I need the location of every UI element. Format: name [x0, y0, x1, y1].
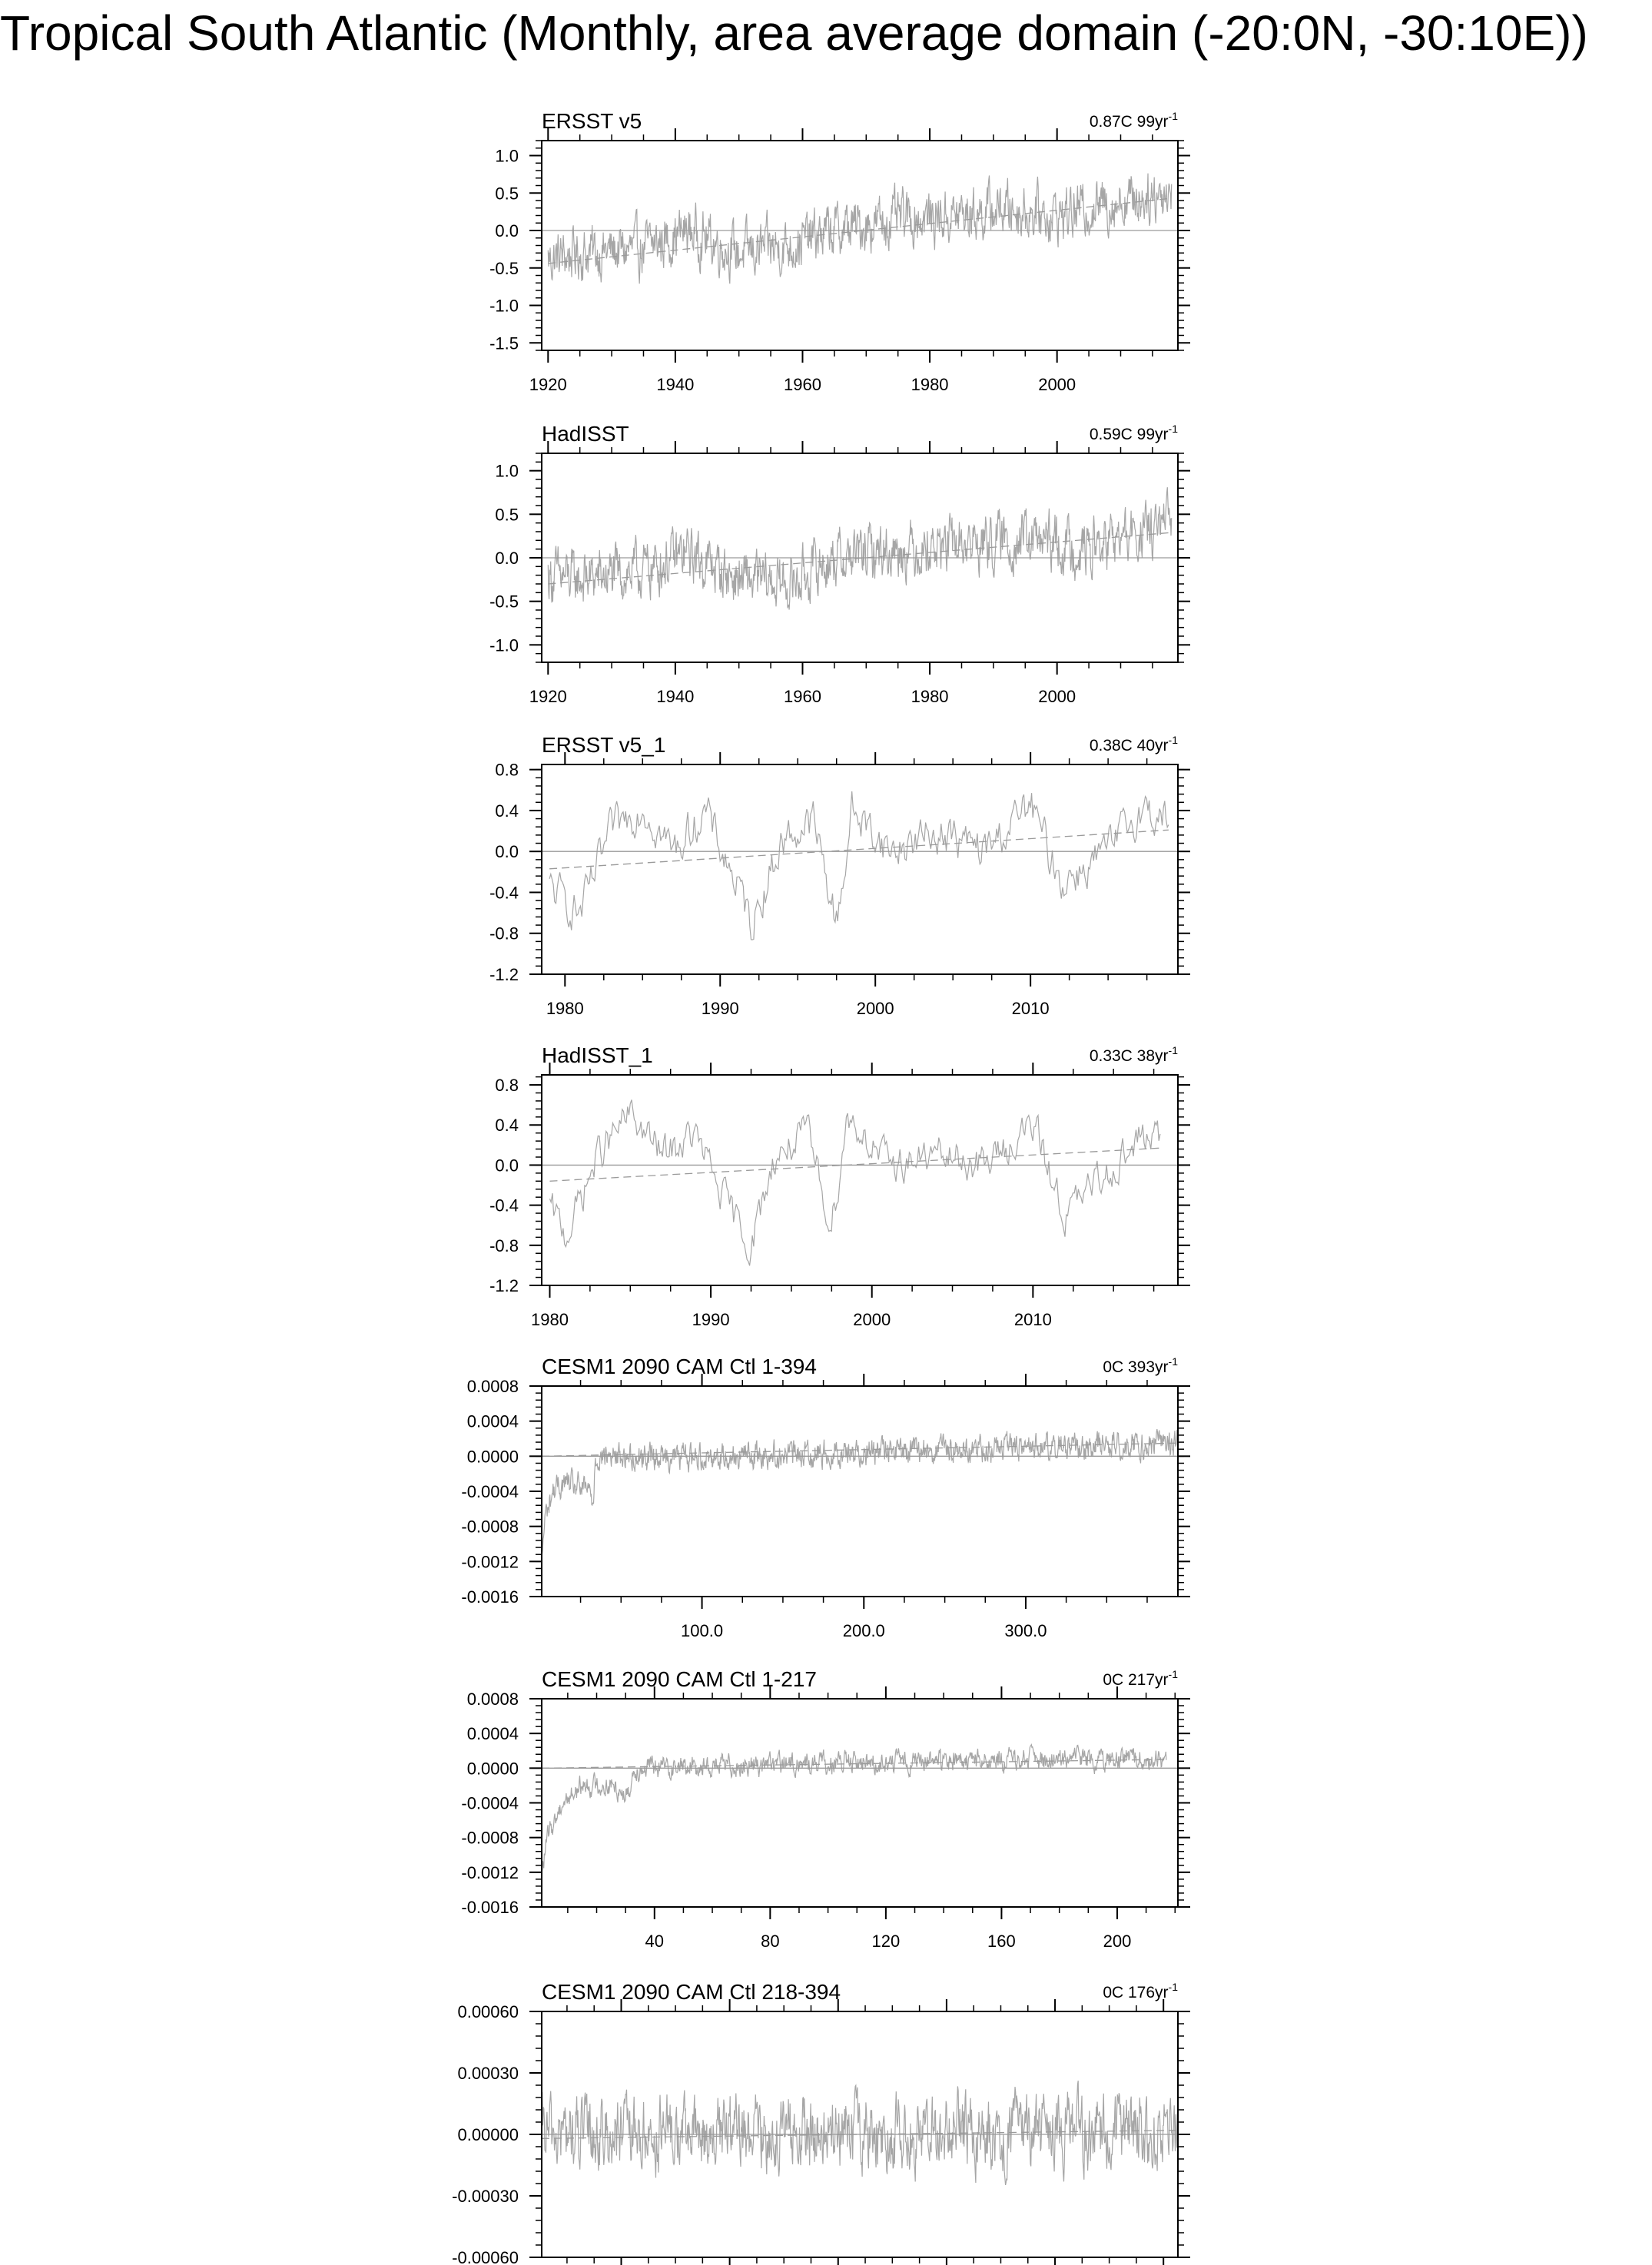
trend-label	[1090, 1044, 1178, 1065]
series-line	[549, 791, 1169, 940]
chart-panel-3	[489, 733, 1190, 1018]
x-tick-label: 160	[987, 1932, 1016, 1951]
plot-frame	[542, 1699, 1178, 1907]
y-tick-label: 0.0	[495, 842, 519, 862]
chart-title: ERSST v5	[542, 109, 642, 133]
x-tick-label: 2010	[1011, 999, 1050, 1018]
trend-superscript: -1	[1168, 1981, 1178, 1993]
trend-value: 0.87C 99yr	[1089, 113, 1169, 131]
trend-value: 0C 176yr	[1103, 1984, 1169, 2001]
y-tick-label: 0.0	[495, 1156, 519, 1176]
y-tick-label: 0.0000	[466, 1759, 519, 1779]
y-tick-label: -0.0012	[461, 1862, 519, 1882]
y-tick-label: -0.00030	[452, 2187, 519, 2206]
y-tick-label: -0.0008	[461, 1517, 519, 1537]
x-tick-label: 1940	[656, 375, 695, 394]
x-tick-label: 100.0	[681, 1621, 724, 1640]
x-tick-label: 200.0	[842, 1621, 885, 1640]
trend-superscript: -1	[1168, 1044, 1178, 1056]
y-tick-label: 0.5	[495, 184, 519, 204]
chart-panel-4	[489, 1043, 1190, 1329]
x-tick-label: 1960	[784, 687, 821, 706]
y-tick-label: -0.0004	[461, 1482, 519, 1501]
trend-superscript: -1	[1168, 734, 1178, 746]
y-tick-label: -0.8	[489, 924, 519, 943]
y-tick-label: 0.0	[495, 221, 519, 240]
trend-value: 0.33C 38yr	[1089, 1047, 1169, 1065]
trend-label	[1090, 734, 1178, 754]
x-tick-label: 2000	[856, 999, 894, 1018]
y-tick-label: 0.5	[495, 505, 519, 525]
x-tick-label: 1980	[911, 375, 949, 394]
x-tick-label: 2000	[1038, 375, 1076, 394]
trend-value: 0.59C 99yr	[1089, 426, 1169, 443]
y-tick-label: -0.8	[489, 1235, 519, 1255]
chart-title: HadISST_1	[542, 1043, 653, 1067]
chart-panel-1	[489, 109, 1190, 394]
x-tick-label: 2000	[1038, 687, 1076, 706]
chart-panel-7	[452, 1980, 1190, 2265]
y-tick-label: 0.8	[495, 760, 519, 780]
y-tick-label: -0.0004	[461, 1793, 519, 1813]
x-tick-label: 1920	[529, 687, 567, 706]
y-tick-label: 0.0	[495, 549, 519, 568]
trend-superscript: -1	[1168, 110, 1178, 122]
y-tick-label: 0.0004	[466, 1724, 519, 1744]
x-tick-label: 1980	[911, 687, 949, 706]
x-tick-label: 1990	[692, 1310, 730, 1329]
y-tick-label: -0.00060	[452, 2248, 519, 2265]
x-tick-label: 1990	[701, 999, 739, 1018]
y-tick-label: 0.00000	[457, 2125, 519, 2144]
trend-label	[1103, 1981, 1178, 2001]
x-tick-label: 40	[645, 1932, 665, 1951]
y-tick-label: 0.8	[495, 1076, 519, 1096]
chart-title: ERSST v5_1	[542, 733, 666, 757]
chart-panel-6	[461, 1667, 1190, 1951]
y-tick-label: -0.0016	[461, 1587, 519, 1607]
y-tick-label: -0.5	[489, 258, 519, 278]
trend-label	[1090, 110, 1178, 131]
series-line	[550, 1099, 1160, 1265]
y-tick-label: 0.0008	[466, 1377, 519, 1396]
trend-label	[1090, 423, 1178, 443]
y-tick-label: -1.2	[489, 1276, 519, 1295]
series-line	[542, 1429, 1178, 1554]
trend-superscript: -1	[1168, 423, 1178, 435]
x-tick-label: 1920	[529, 375, 567, 394]
x-tick-label: 200	[1103, 1932, 1132, 1951]
plot-frame	[542, 1075, 1178, 1285]
y-tick-label: 0.4	[495, 1116, 519, 1136]
y-tick-label: 1.0	[495, 461, 519, 481]
chart-title: CESM1 2090 CAM Ctl 1-394	[542, 1355, 817, 1378]
trend-line	[549, 830, 1169, 869]
y-tick-label: -0.0008	[461, 1828, 519, 1848]
trend-superscript: -1	[1168, 1355, 1178, 1368]
chart-title: CESM1 2090 CAM Ctl 218-394	[542, 1980, 841, 2004]
y-tick-label: -1.5	[489, 333, 519, 353]
y-tick-label: -1.0	[489, 296, 519, 316]
y-tick-label: -1.0	[489, 635, 519, 655]
trend-label	[1103, 1355, 1178, 1376]
y-tick-label: -0.0016	[461, 1898, 519, 1917]
y-tick-label: 0.0000	[466, 1447, 519, 1467]
x-tick-label: 2000	[853, 1310, 891, 1329]
y-tick-label: 1.0	[495, 146, 519, 166]
chart-title: HadISST	[542, 422, 629, 446]
trend-line	[542, 1759, 1166, 1768]
x-tick-label: 2010	[1013, 1310, 1052, 1329]
x-tick-label: 1980	[531, 1310, 569, 1329]
y-tick-label: 0.00030	[457, 2064, 519, 2083]
y-tick-label: 0.0008	[466, 1690, 519, 1709]
y-tick-label: 0.4	[495, 801, 519, 821]
y-tick-label: -0.0012	[461, 1552, 519, 1572]
x-tick-label: 300.0	[1004, 1621, 1047, 1640]
y-tick-label: -0.4	[489, 883, 519, 903]
series-line	[548, 174, 1171, 284]
chart-panel-2	[489, 422, 1190, 706]
trend-value: 0C 393yr	[1103, 1358, 1169, 1376]
trend-superscript: -1	[1168, 1668, 1178, 1680]
trend-value: 0.38C 40yr	[1089, 737, 1169, 754]
x-tick-label: 1960	[784, 375, 821, 394]
trend-value: 0C 217yr	[1103, 1671, 1169, 1689]
y-tick-label: -0.5	[489, 592, 519, 612]
series-line	[548, 487, 1171, 609]
x-tick-label: 1940	[656, 687, 695, 706]
chart-title: CESM1 2090 CAM Ctl 1-217	[542, 1667, 817, 1691]
x-tick-label: 1980	[546, 999, 584, 1018]
y-tick-label: 0.00060	[457, 2002, 519, 2021]
x-tick-label: 80	[761, 1932, 780, 1951]
y-tick-label: -0.4	[489, 1196, 519, 1215]
x-tick-label: 120	[871, 1932, 901, 1951]
trend-line	[549, 1148, 1159, 1181]
trend-label	[1103, 1668, 1178, 1689]
series-line	[542, 2081, 1178, 2185]
page-title: Tropical South Atlantic (Monthly, area average domain (-20:0N, -30:10E))	[0, 5, 1588, 61]
plot-frame	[542, 1386, 1178, 1597]
y-tick-label: 0.0004	[466, 1411, 519, 1431]
y-tick-label: -1.2	[489, 965, 519, 984]
chart-panel-5	[461, 1355, 1190, 1640]
